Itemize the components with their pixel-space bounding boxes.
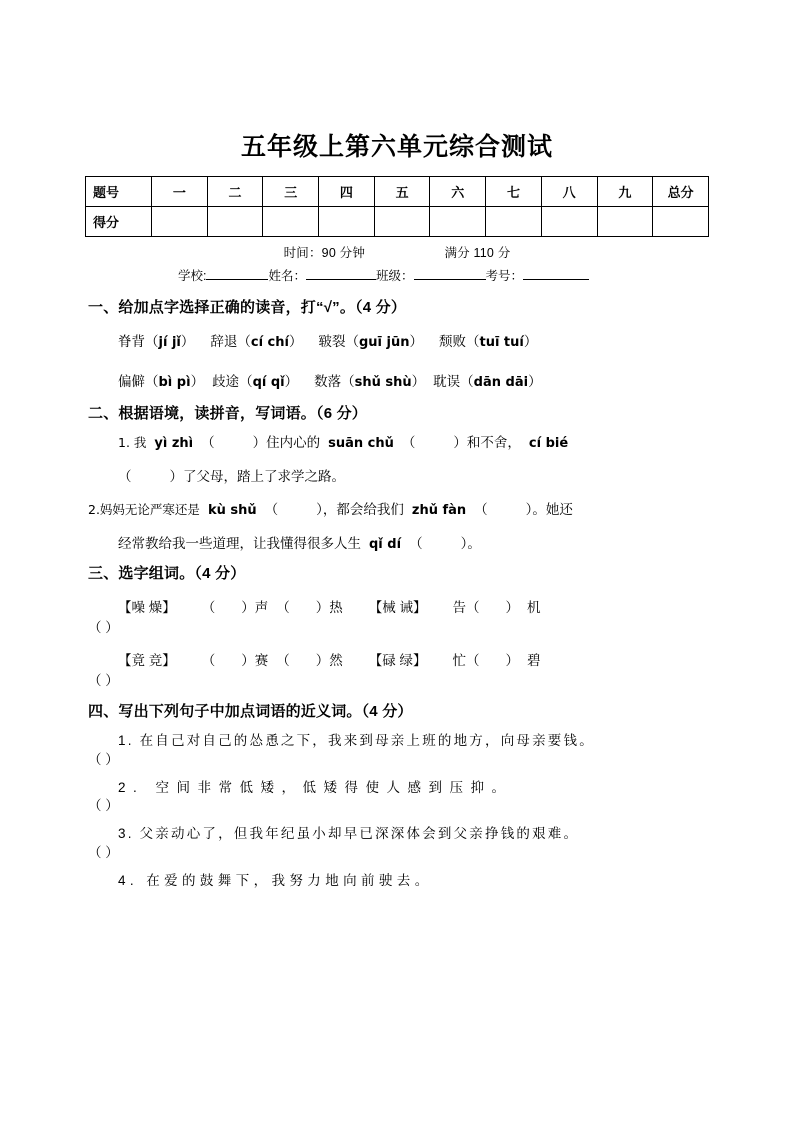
school-field-label: 学校: xyxy=(178,268,207,283)
word-prefix: 忙 xyxy=(452,653,467,668)
pinyin-item-options[interactable]: tuī tuí xyxy=(479,334,524,350)
score-table-col-6: 六 xyxy=(430,176,486,206)
character-choice-bracket: 【噪 燥】 xyxy=(118,600,176,615)
pinyin-item-word: 辞退 xyxy=(210,333,238,349)
score-table-label-score: 得分 xyxy=(86,206,152,236)
name-field-label: 姓名： xyxy=(268,268,306,283)
pinyin-item-options[interactable]: dān dāi xyxy=(473,374,529,390)
score-table-col-4: 四 xyxy=(319,176,375,206)
name-field-input[interactable] xyxy=(306,267,376,280)
score-cell-8[interactable] xyxy=(541,206,597,236)
section-four-answer-blank-3[interactable]: （ ） xyxy=(88,844,119,860)
pinyin-item-word: 偏僻 xyxy=(118,373,145,389)
section-three-heading: 三、选字组词。（4 分） xyxy=(88,565,246,582)
score-cell-6[interactable] xyxy=(430,206,486,236)
pinyin-item-options[interactable]: cí chí xyxy=(250,334,289,350)
character-choice-bracket: 【碌 绿】 xyxy=(368,653,427,668)
score-table-col-2: 二 xyxy=(207,176,263,206)
character-choice-bracket: 【械 诫】 xyxy=(368,600,427,615)
pinyin-item-options[interactable]: jí jǐ xyxy=(158,334,181,350)
pinyin-item-word: 数落 xyxy=(314,373,342,389)
score-cell-2[interactable] xyxy=(207,206,263,236)
exam-no-field-input[interactable] xyxy=(523,267,589,280)
section-four-answer-blank-2[interactable]: （ ） xyxy=(88,798,119,813)
score-table-col-3: 三 xyxy=(263,176,319,206)
section-four-item-3: 3. 父亲动心了，但我年纪虽小却早已深深体会到父亲挣钱的艰难。 xyxy=(118,826,580,841)
exam-meta-line xyxy=(0,243,794,261)
section-four-item-1: 1. 在自己对自己的怂恿之下，我来到母亲上班的地方，向母亲要钱。 xyxy=(118,733,595,748)
pinyin-prompt: qǐ dí xyxy=(369,537,402,552)
section-four-answer-blank-1[interactable]: （ ） xyxy=(88,751,119,767)
score-table xyxy=(85,176,709,237)
score-table-col-1: 一 xyxy=(152,176,208,206)
section-two-item-1-line-2: （ ）了父母，踏上了求学之路。 xyxy=(118,468,345,484)
class-field-input[interactable] xyxy=(414,267,486,280)
section-four-heading: 四、写出下列句子中加点词语的近义词。（4 分） xyxy=(88,703,413,720)
section-one-row-1: 脊背（jí jǐ） 辞退（cí chí） 皲裂（guī jūn） 颓败（tuī tuí） xyxy=(118,333,538,350)
student-fields-line xyxy=(0,266,794,284)
score-cell-1[interactable] xyxy=(152,206,208,236)
sentence-fragment: 住内心的 xyxy=(266,434,321,450)
score-table-container xyxy=(85,176,709,237)
section-four-item-2: 2. 空间非常低矮，低矮得使人感到压抑。 xyxy=(118,779,513,795)
section-three-row-2-wrapped-blank[interactable]: （ ） xyxy=(88,673,119,688)
pinyin-item-options[interactable]: bì pì xyxy=(158,374,191,390)
word-prefix: 碧 xyxy=(527,653,541,668)
word-suffix: 然 xyxy=(329,653,343,668)
word-prefix: 告 xyxy=(452,600,467,615)
section-two-item-1-line-1: 1. 我 yì zhì （ ）住内心的 suān chǔ （ ）和不舍， cí bié xyxy=(118,434,569,451)
page-title: 五年级上第六单元综合测试 xyxy=(240,133,553,161)
sentence-fragment: 经常教给我一些道理，让我懂得很多人生 xyxy=(118,536,361,551)
sentence-fragment: 。 xyxy=(467,536,481,551)
item-number: 1. 我 xyxy=(118,434,147,450)
section-two-heading: 二、根据语境，读拼音，写词语。（6 分） xyxy=(88,404,368,422)
pinyin-item-word: 脊背 xyxy=(118,333,145,349)
score-table-col-total: 总分 xyxy=(653,176,709,206)
sentence-fragment: 和不舍， xyxy=(466,434,521,450)
section-two-item-2-line-2: 经常教给我一些道理，让我懂得很多人生 qǐ dí （ ）。 xyxy=(118,536,481,552)
section-one-row-2: 偏僻（bì pì） 歧途（qí qǐ） 数落（shǔ shù） 耽误（dān dāi） xyxy=(118,373,542,390)
class-field-label: 班级： xyxy=(376,268,414,283)
score-cell-total[interactable] xyxy=(653,206,709,236)
pinyin-prompt: suān chǔ xyxy=(328,435,394,451)
score-cell-9[interactable] xyxy=(597,206,653,236)
exam-time-label: 时间：90 分钟 xyxy=(283,245,366,260)
sentence-fragment: ，都会给我们 xyxy=(322,502,404,517)
pinyin-prompt: cí bié xyxy=(528,435,569,451)
exam-no-field-label: 考号： xyxy=(485,268,524,283)
pinyin-prompt: kù shǔ xyxy=(207,503,257,518)
section-one-heading: 一、给加点字选择正确的读音，打“√”。（4 分） xyxy=(88,298,407,316)
pinyin-item-word: 皲裂 xyxy=(318,333,346,349)
pinyin-item-options[interactable]: qí qǐ xyxy=(252,374,285,390)
sentence-fragment: 了父母，踏上了求学之路。 xyxy=(183,468,345,484)
word-suffix: 热 xyxy=(329,600,343,615)
pinyin-item-options[interactable]: guī jūn xyxy=(358,334,410,350)
word-prefix: 机 xyxy=(527,600,541,615)
character-choice-bracket: 【竟 竞】 xyxy=(118,653,176,668)
pinyin-item-word: 耽误 xyxy=(433,373,461,389)
word-suffix: 声 xyxy=(254,600,269,615)
sentence-fragment: 。她还 xyxy=(532,502,573,517)
section-three-row-1-wrapped-blank[interactable]: （ ） xyxy=(88,620,119,635)
pinyin-item-word: 颓败 xyxy=(438,333,466,349)
section-three-row-1: 【噪 燥】 （ ）声 （ ）热 【械 诫】 告（ ） 机 xyxy=(118,600,541,615)
item-number: 2.妈妈无论严寒还是 xyxy=(88,502,200,517)
pinyin-item-word: 歧途 xyxy=(212,373,240,389)
score-table-col-7: 七 xyxy=(486,176,542,206)
score-cell-7[interactable] xyxy=(486,206,542,236)
score-table-col-9: 九 xyxy=(597,176,653,206)
score-cell-5[interactable] xyxy=(374,206,430,236)
score-cell-4[interactable] xyxy=(319,206,375,236)
score-cell-3[interactable] xyxy=(263,206,319,236)
school-field-input[interactable] xyxy=(206,267,268,280)
table-row-question-numbers xyxy=(86,176,709,206)
section-four-item-4: 4. 在爱的鼓舞下，我努力地向前驶去。 xyxy=(118,872,433,888)
pinyin-prompt: zhǔ fàn xyxy=(411,503,467,518)
pinyin-prompt: yì zhì xyxy=(154,435,194,451)
word-suffix: 赛 xyxy=(254,653,269,668)
score-table-col-5: 五 xyxy=(374,176,430,206)
table-row-scores xyxy=(86,206,709,236)
exam-total-score-label: 满分 110 分 xyxy=(444,245,511,260)
score-table-label-question: 题号 xyxy=(86,176,152,206)
score-table-col-8: 八 xyxy=(541,176,597,206)
section-two-item-2-line-1: 2.妈妈无论严寒还是 kù shǔ （ ），都会给我们 zhǔ fàn （ ）。她还 xyxy=(88,502,573,518)
pinyin-item-options[interactable]: shǔ shù xyxy=(354,374,412,390)
section-three-row-2: 【竟 竞】 （ ）赛 （ ）然 【碌 绿】 忙（ ） 碧 xyxy=(118,653,541,668)
